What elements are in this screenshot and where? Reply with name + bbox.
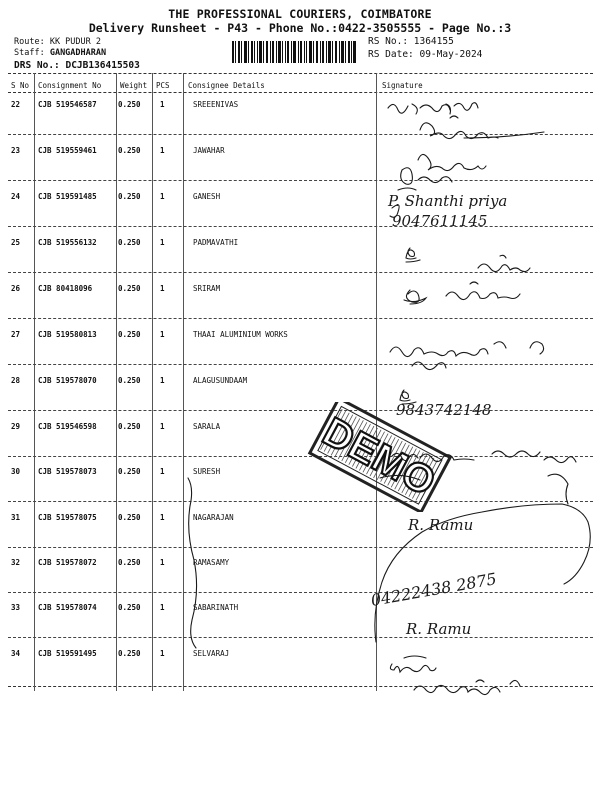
row-divider — [8, 501, 593, 502]
row-consignment: CJB 519591495 — [38, 649, 97, 658]
column-header-pcs: PCS — [156, 81, 170, 90]
rs-number: RS No.: 1364155 — [368, 36, 454, 47]
row-weight: 0.250 — [118, 513, 141, 522]
row-weight: 0.250 — [118, 558, 141, 567]
column-header-weight: Weight — [120, 81, 148, 90]
row-divider — [8, 226, 593, 227]
table-row — [0, 330, 600, 374]
row-sno: 23 — [11, 146, 21, 155]
barcode-image — [232, 41, 356, 63]
row-sno: 30 — [11, 467, 21, 476]
drs-label: DRS No.: — [14, 60, 66, 71]
row-sno: 22 — [11, 100, 21, 109]
column-header-signature: Signature — [382, 81, 423, 90]
row-divider — [8, 134, 593, 135]
row-pcs: 1 — [160, 422, 165, 431]
row-divider — [8, 272, 593, 273]
row-weight: 0.250 — [118, 422, 141, 431]
signature-row24: P. Shanthi priya — [388, 192, 508, 210]
column-header-sno: S No — [11, 81, 30, 90]
drs-value: DCJB136415503 — [65, 60, 140, 71]
row-divider — [8, 410, 593, 411]
row-consignee: PADMAVATHI — [193, 238, 239, 247]
row-divider — [8, 318, 593, 319]
row-consignment: CJB 519578072 — [38, 558, 97, 567]
row-pcs: 1 — [160, 467, 165, 476]
row-weight: 0.250 — [118, 192, 141, 201]
table-row — [0, 376, 600, 420]
table-row — [0, 422, 600, 466]
table-row — [0, 284, 600, 328]
company-title: THE PROFESSIONAL COURIERS, COIMBATORE — [168, 7, 432, 21]
demo-stamp — [304, 402, 454, 512]
row-weight: 0.250 — [118, 284, 141, 293]
runsheet-subtitle: Delivery Runsheet - P43 - Phone No.:0422-3505555 - Page No.:3 — [88, 21, 512, 35]
row-sno: 34 — [11, 649, 21, 658]
signature-row24-phone: 9047611145 — [392, 212, 488, 230]
row-consignee: RAMASAMY — [193, 558, 230, 567]
table-row — [0, 100, 600, 144]
route-label: Route: KK PUDUR 2 — [14, 37, 101, 47]
row-weight: 0.250 — [118, 238, 141, 247]
row-sno: 33 — [11, 603, 21, 612]
table-row — [0, 192, 600, 236]
row-consignee: SURESH — [193, 467, 221, 476]
row-consignment: CJB 80418096 — [38, 284, 93, 293]
row-consignment: CJB 519556132 — [38, 238, 97, 247]
row-sno: 31 — [11, 513, 21, 522]
row-weight: 0.250 — [118, 100, 141, 109]
row-consignee: THAAI ALUMINIUM WORKS — [193, 330, 288, 339]
row-weight: 0.250 — [118, 146, 141, 155]
row-pcs: 1 — [160, 284, 165, 293]
row-consignment: CJB 519591485 — [38, 192, 97, 201]
row-weight: 0.250 — [118, 467, 141, 476]
row-weight: 0.250 — [118, 376, 141, 385]
row-consignment: CJB 519578070 — [38, 376, 97, 385]
row-pcs: 1 — [160, 192, 165, 201]
table-row — [0, 603, 600, 647]
row-pcs: 1 — [160, 376, 165, 385]
row-consignee: SREEENIVAS — [193, 100, 239, 109]
row-pcs: 1 — [160, 100, 165, 109]
row-pcs: 1 — [160, 146, 165, 155]
staff-label: Staff: — [14, 48, 50, 58]
column-header-consignment: Consignment No — [38, 81, 102, 90]
row-consignment: CJB 519578075 — [38, 513, 97, 522]
row-sno: 27 — [11, 330, 21, 339]
row-consignee: NAGARAJAN — [193, 513, 234, 522]
row-pcs: 1 — [160, 558, 165, 567]
signature-row33: R. Ramu — [406, 620, 472, 638]
row-pcs: 1 — [160, 238, 165, 247]
table-row — [0, 649, 600, 693]
table-row — [0, 513, 600, 557]
row-sno: 25 — [11, 238, 21, 247]
staff-name: GANGADHARAN — [49, 48, 107, 58]
row-consignee: SARALA — [193, 422, 221, 431]
row-consignment: CJB 519580813 — [38, 330, 97, 339]
row-sno: 24 — [11, 192, 21, 201]
row-pcs: 1 — [160, 603, 165, 612]
signature-row32-phone: 04222438 2875 — [369, 569, 499, 610]
table-top-rule — [8, 73, 593, 74]
rs-date: RS Date: 09-May-2024 — [368, 49, 483, 60]
row-pcs: 1 — [160, 330, 165, 339]
table-row — [0, 467, 600, 511]
column-header-consignee: Consignee Details — [188, 81, 265, 90]
row-consignee: GANESH — [193, 192, 221, 201]
row-sno: 32 — [11, 558, 21, 567]
signature-row31: R. Ramu — [408, 516, 474, 534]
table-row — [0, 146, 600, 190]
staff-info — [14, 48, 106, 58]
row-consignment: CJB 519546587 — [38, 100, 97, 109]
row-consignment: CJB 519578074 — [38, 603, 97, 612]
drs-info — [14, 60, 140, 71]
row-divider — [8, 364, 593, 365]
row-sno: 28 — [11, 376, 21, 385]
row-weight: 0.250 — [118, 330, 141, 339]
row-consignment: CJB 519559461 — [38, 146, 97, 155]
row-divider — [8, 456, 593, 457]
row-pcs: 1 — [160, 649, 165, 658]
row-divider — [8, 592, 593, 593]
demo-stamp-text: DEMO — [315, 409, 443, 505]
table-header-rule — [8, 92, 593, 93]
row-sno: 29 — [11, 422, 21, 431]
row-consignee: SABARINATH — [193, 603, 239, 612]
table-row — [0, 238, 600, 282]
row-consignment: CJB 519578073 — [38, 467, 97, 476]
row-consignee: SELVARAJ — [193, 649, 230, 658]
row-consignment: CJB 519546598 — [38, 422, 97, 431]
row-consignee: SRIRAM — [193, 284, 221, 293]
row-divider — [8, 547, 593, 548]
row-consignee: ALAGUSUNDAAM — [193, 376, 248, 385]
row-weight: 0.250 — [118, 603, 141, 612]
table-row — [0, 558, 600, 602]
row-divider — [8, 180, 593, 181]
row-pcs: 1 — [160, 513, 165, 522]
row-sno: 26 — [11, 284, 21, 293]
signature-row28-phone: 9843742148 — [396, 401, 492, 419]
row-consignee: JAWAHAR — [193, 146, 225, 155]
row-weight: 0.250 — [118, 649, 141, 658]
row-divider — [8, 637, 593, 638]
